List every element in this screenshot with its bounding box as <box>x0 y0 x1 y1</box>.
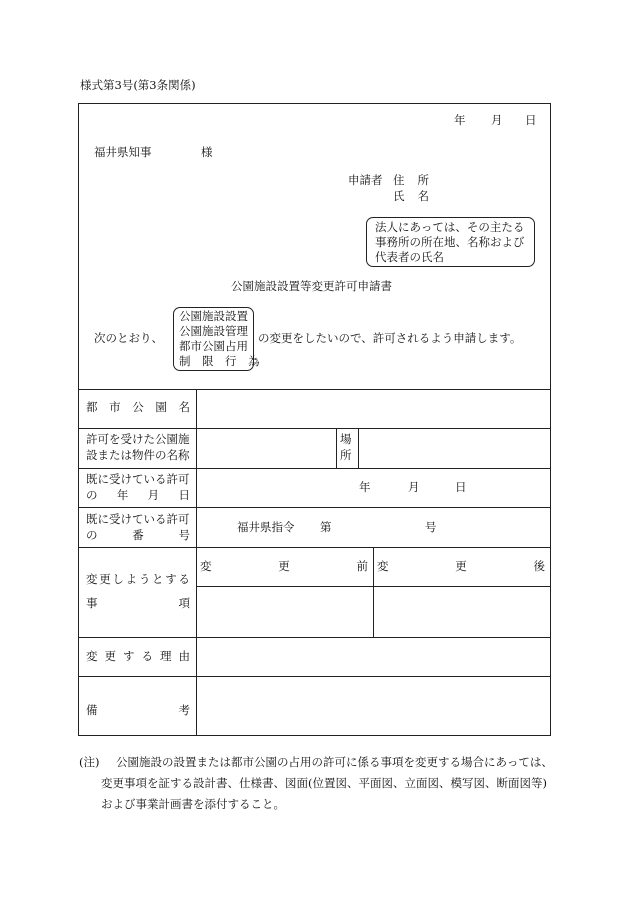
date-month: 月 <box>491 113 503 127</box>
note-line-3: および事業計画書を添付すること。 <box>101 797 285 811</box>
corporate-note-line-3: 代表者の氏名 <box>375 250 444 264</box>
name-label: 氏 名 <box>393 189 429 203</box>
change-reason-label: 変 更 す る 理 由 <box>86 649 190 663</box>
permit-date-label-line-1: 既に受けている許可 <box>86 472 190 486</box>
permit-date-year: 年 <box>359 480 371 494</box>
divider <box>79 468 550 469</box>
divider <box>79 389 550 390</box>
addressee-honorific: 様 <box>201 145 213 159</box>
option-facility-installation: 公園施設設置 <box>179 309 248 323</box>
facility-name-label-line-1: 許可を受けた公園施 <box>86 432 190 446</box>
divider <box>358 428 359 468</box>
change-item-label-line-2: 事 項 <box>86 596 190 610</box>
permit-date-day: 日 <box>455 480 467 494</box>
divider <box>79 428 550 429</box>
divider <box>196 389 197 735</box>
change-item-label-line-1: 変 更 し よ う と す る <box>86 572 190 586</box>
note-label: (注) <box>79 755 100 769</box>
permit-number-dai: 第 <box>320 520 332 534</box>
intro-prefix: 次のとおり、 <box>94 331 163 345</box>
after-change-header: 変 更 後 <box>377 559 545 573</box>
date-year: 年 <box>454 113 466 127</box>
before-change-header: 変 更 前 <box>200 559 368 573</box>
place-label-bottom: 所 <box>340 448 352 462</box>
park-name-label: 都 市 公 園 名 <box>86 400 190 414</box>
divider <box>79 637 550 638</box>
divider <box>79 547 550 548</box>
remarks-label: 備 考 <box>86 703 190 717</box>
permit-date-label-line-2: の 年 月 日 <box>86 488 190 502</box>
place-label-top: 場 <box>340 432 352 446</box>
address-label: 住 所 <box>393 173 429 187</box>
divider <box>79 676 550 677</box>
note-line-2: 変更事項を証する設計書、仕様書、図面(位置図、平面図、立面図、模写図、断面図等) <box>101 776 547 790</box>
intro-suffix: の変更をしたいので、許可されるよう申請します。 <box>258 331 522 345</box>
permit-number-label-line-2: の 番 号 <box>86 528 190 542</box>
divider <box>79 507 550 508</box>
option-park-occupation: 都市公園占用 <box>179 339 248 353</box>
application-form <box>78 103 551 736</box>
date-day: 日 <box>525 113 537 127</box>
option-restricted-act: 制 限 行 為 <box>179 354 260 368</box>
permit-date-month: 月 <box>408 480 420 494</box>
option-facility-management: 公園施設管理 <box>179 324 248 338</box>
divider <box>336 428 337 468</box>
note-line-1: 公園施設の設置または都市公園の占用の許可に係る事項を変更する場合にあっては、 <box>116 755 553 769</box>
facility-name-label-line-2: 設または物件の名称 <box>86 448 190 462</box>
divider <box>373 547 374 637</box>
corporate-note-line-1: 法人にあっては、その主たる <box>375 220 525 234</box>
corporate-note-bracket <box>366 217 535 267</box>
options-bracket <box>173 307 260 371</box>
applicant-label: 申請者 <box>348 173 383 187</box>
form-title: 公園施設設置等変更許可申請書 <box>231 279 392 293</box>
permit-number-prefix: 福井県指令 <box>237 520 295 534</box>
addressee-name: 福井県知事 <box>94 145 152 159</box>
permit-number-go: 号 <box>425 520 437 534</box>
form-number: 様式第3号(第3条関係) <box>80 78 196 92</box>
permit-number-label-line-1: 既に受けている許可 <box>86 512 190 526</box>
corporate-note-line-2: 事務所の所在地、名称および <box>375 235 525 249</box>
